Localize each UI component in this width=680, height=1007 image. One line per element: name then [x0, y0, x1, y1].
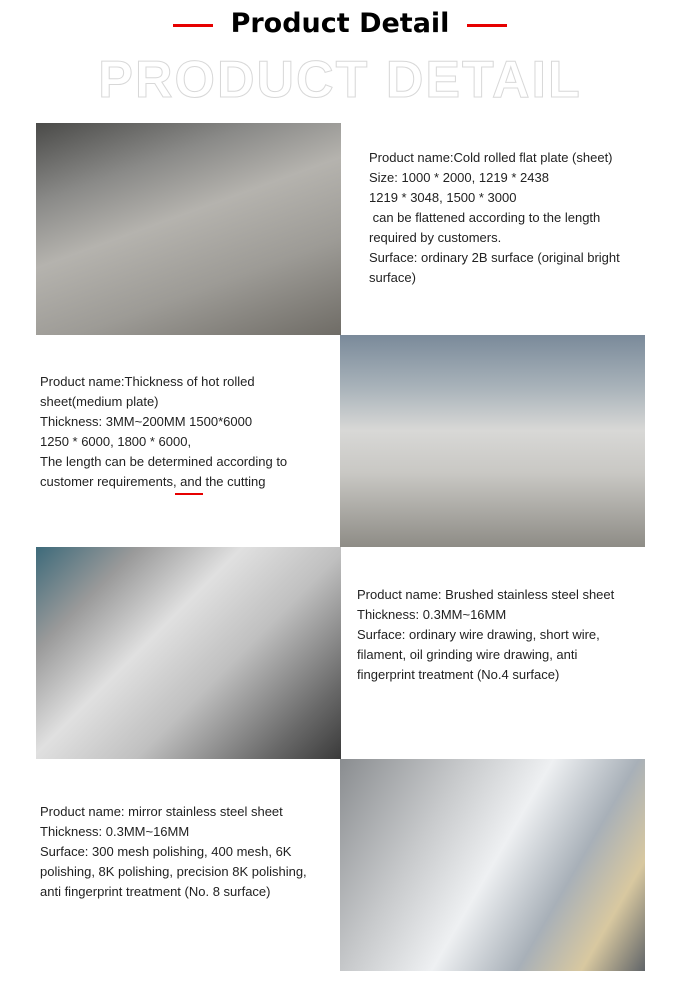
text-line: 1219 * 3048, 1500 * 3000 [369, 190, 517, 205]
mirror-sheet-image [340, 759, 645, 971]
product-description-hot-rolled [40, 372, 330, 492]
text-line: Thickness: 0.3MM~16MM [357, 607, 507, 622]
text-line: Thickness: 3MM~200MM 1500*6000 [40, 414, 253, 429]
watermark-title: PRODUCT DETAIL [98, 51, 582, 109]
text-line: customer requirements, and the cutting [40, 474, 266, 489]
hot-rolled-sheet-image [340, 335, 645, 547]
product-description-mirror [40, 802, 330, 902]
text-line: anti fingerprint treatment (No. 8 surface) [40, 884, 271, 899]
cold-rolled-sheet-image [36, 123, 341, 335]
text-line: can be flattened according to the length [369, 210, 601, 225]
text-line: polishing, 8K polishing, precision 8K polishing, [40, 864, 307, 879]
text-line: sheet(medium plate) [40, 394, 159, 409]
product-description-brushed [357, 585, 647, 685]
text-line: Size: 1000 * 2000, 1219 * 2438 [369, 170, 549, 185]
text-line: 1250 * 6000, 1800 * 6000, [40, 434, 192, 449]
text-line: required by customers. [369, 230, 502, 245]
product-description-cold-rolled [369, 148, 659, 288]
text-line: Product name: mirror stainless steel sheet [40, 804, 283, 819]
text-line: fingerprint treatment (No.4 surface) [357, 667, 560, 682]
text-line: Surface: ordinary 2B surface (original bright [369, 250, 620, 265]
text-line: Surface: 300 mesh polishing, 400 mesh, 6K [40, 844, 292, 859]
text-line: Surface: ordinary wire drawing, short wire, [357, 627, 600, 642]
red-underline-mark [175, 493, 203, 495]
text-line: Thickness: 0.3MM~16MM [40, 824, 190, 839]
text-line: filament, oil grinding wire drawing, anti [357, 647, 578, 662]
text-line: Product name:Thickness of hot rolled [40, 374, 255, 389]
page-title: Product Detail [230, 8, 450, 39]
brushed-sheet-image [36, 547, 341, 759]
text-line: Product name:Cold rolled flat plate (sheet) [369, 150, 613, 165]
text-line: surface) [369, 270, 416, 285]
text-line: The length can be determined according to [40, 454, 288, 469]
text-line: Product name: Brushed stainless steel sheet [357, 587, 615, 602]
